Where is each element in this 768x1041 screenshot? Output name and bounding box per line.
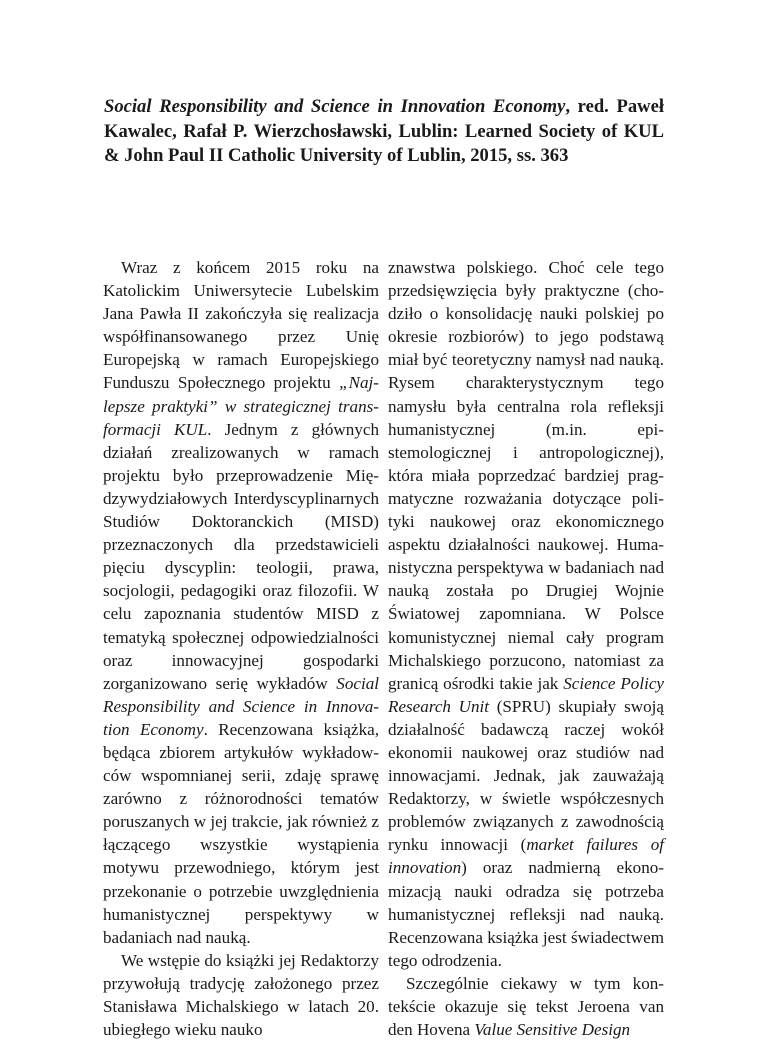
text-run: We wstępie do książki jej Redaktorzy przywołują tradycję założonego przez Stanisława Michalskiego w latach 20. ubiegłego wieku nauko (103, 950, 379, 1040)
text-run: (SPRU) skupiały swoją działalność badawczą raczej wokół ekonomii naukowej oraz studiów nad innowacjami. Jednak, jak zauważają Redaktorzy, w świetle współczesnych problemów związanych z zawodnością rynku innowacji ( (388, 696, 664, 855)
text-run: . Recenzowana książka, będąca zbiorem artykułów wykładowców wspomnianej serii, zdaję sprawę zarówno z różnorodności tematów poruszanych w jej trakcie, jak również z łączącego wszystkie wystąpienia motywu przewodniego, którym jest przekonanie o potrzebie uwzględnienia humanistycznej perspektywy w badaniach nad nauką. (103, 719, 379, 947)
paragraph (388, 972, 664, 1041)
text-run: . Jednym z głównych działań zrealizowanych w ramach projektu było przeprowadzenie Międzywydziałowych Interdyscyplinarnych Studiów Doktoranckich (MISD) przeznaczonych dla przedstawicieli pięciu dyscyplin: teologii, prawa, socjologii, pedagogiki oraz filozofii. W celu zapoznania studentów MISD z tematyką społecznej odpowiedzialności oraz innowacyjnej gospodarki zorganizowano serię wykładów (103, 419, 380, 693)
paragraph (103, 256, 379, 949)
paragraph (388, 256, 664, 972)
italic-text: Social Responsibility and Science in Innovation Economy (103, 673, 379, 739)
left-column (103, 256, 379, 1041)
book-details: , red. Paweł Kawalec, Rafał P. Wierzchosławski, Lublin: Learned Society of KUL & John Paul II Catholic University of Lublin, 2015, ss. 363 (104, 96, 664, 166)
italic-text: Value Sensitive Design (474, 1020, 631, 1040)
book-title: Social Responsibility and Science in Innovation Economy (104, 96, 566, 117)
italic-text: Science Policy Research Unit (388, 673, 664, 716)
review-heading (104, 95, 664, 169)
text-run: znawstwa polskiego. Choć cele tego przedsięwzięcia były praktyczne (chodziło o konsolidację nauki polskiej po okresie rozbiorów) to jego podstawą miał być teoretyczny namysł nad nauką. Rysem charakterystycznym tego namysłu była centralna rola refleksji humanistycznej (m.in. epistemologicznej i antropologicznej), która miała poprzedzać bardziej pragmatyczne rozważania dotyczące polityki naukowej oraz ekonomicznego aspektu działalności naukowej. Humanistyczna perspektywa w badaniach nad nauką została po Drugiej Wojnie Światowej zapomniana. W Polsce komunistycznej niemal cały program Michalskiego porzucono, natomiast za granicą ośrodki takie jak (388, 258, 664, 693)
text-run: Wraz z końcem 2015 roku na Katolickim Uniwersytecie Lubelskim Jana Pawła II zakończyła się realizacja współfinansowanego przez Unię Europejską w ramach Europejskiego Funduszu Społecznego projektu (103, 258, 379, 393)
text-run: Szczególnie ciekawy w tym kontekście okazuje się tekst Jeroena van den Hovena (388, 973, 664, 1040)
italic-text: market failures of innovation (388, 835, 664, 878)
right-column (388, 256, 664, 1041)
text-run: ) oraz nadmierną ekonomizacją nauki odradza się potrzeba humanistycznej refleksji nad nauką. Recenzowana książka jest świadectwem tego odrodzenia. (388, 858, 664, 970)
italic-text: „Najlepsze praktyki” w strategicznej transformacji KUL (103, 373, 379, 439)
paragraph (103, 949, 379, 1041)
